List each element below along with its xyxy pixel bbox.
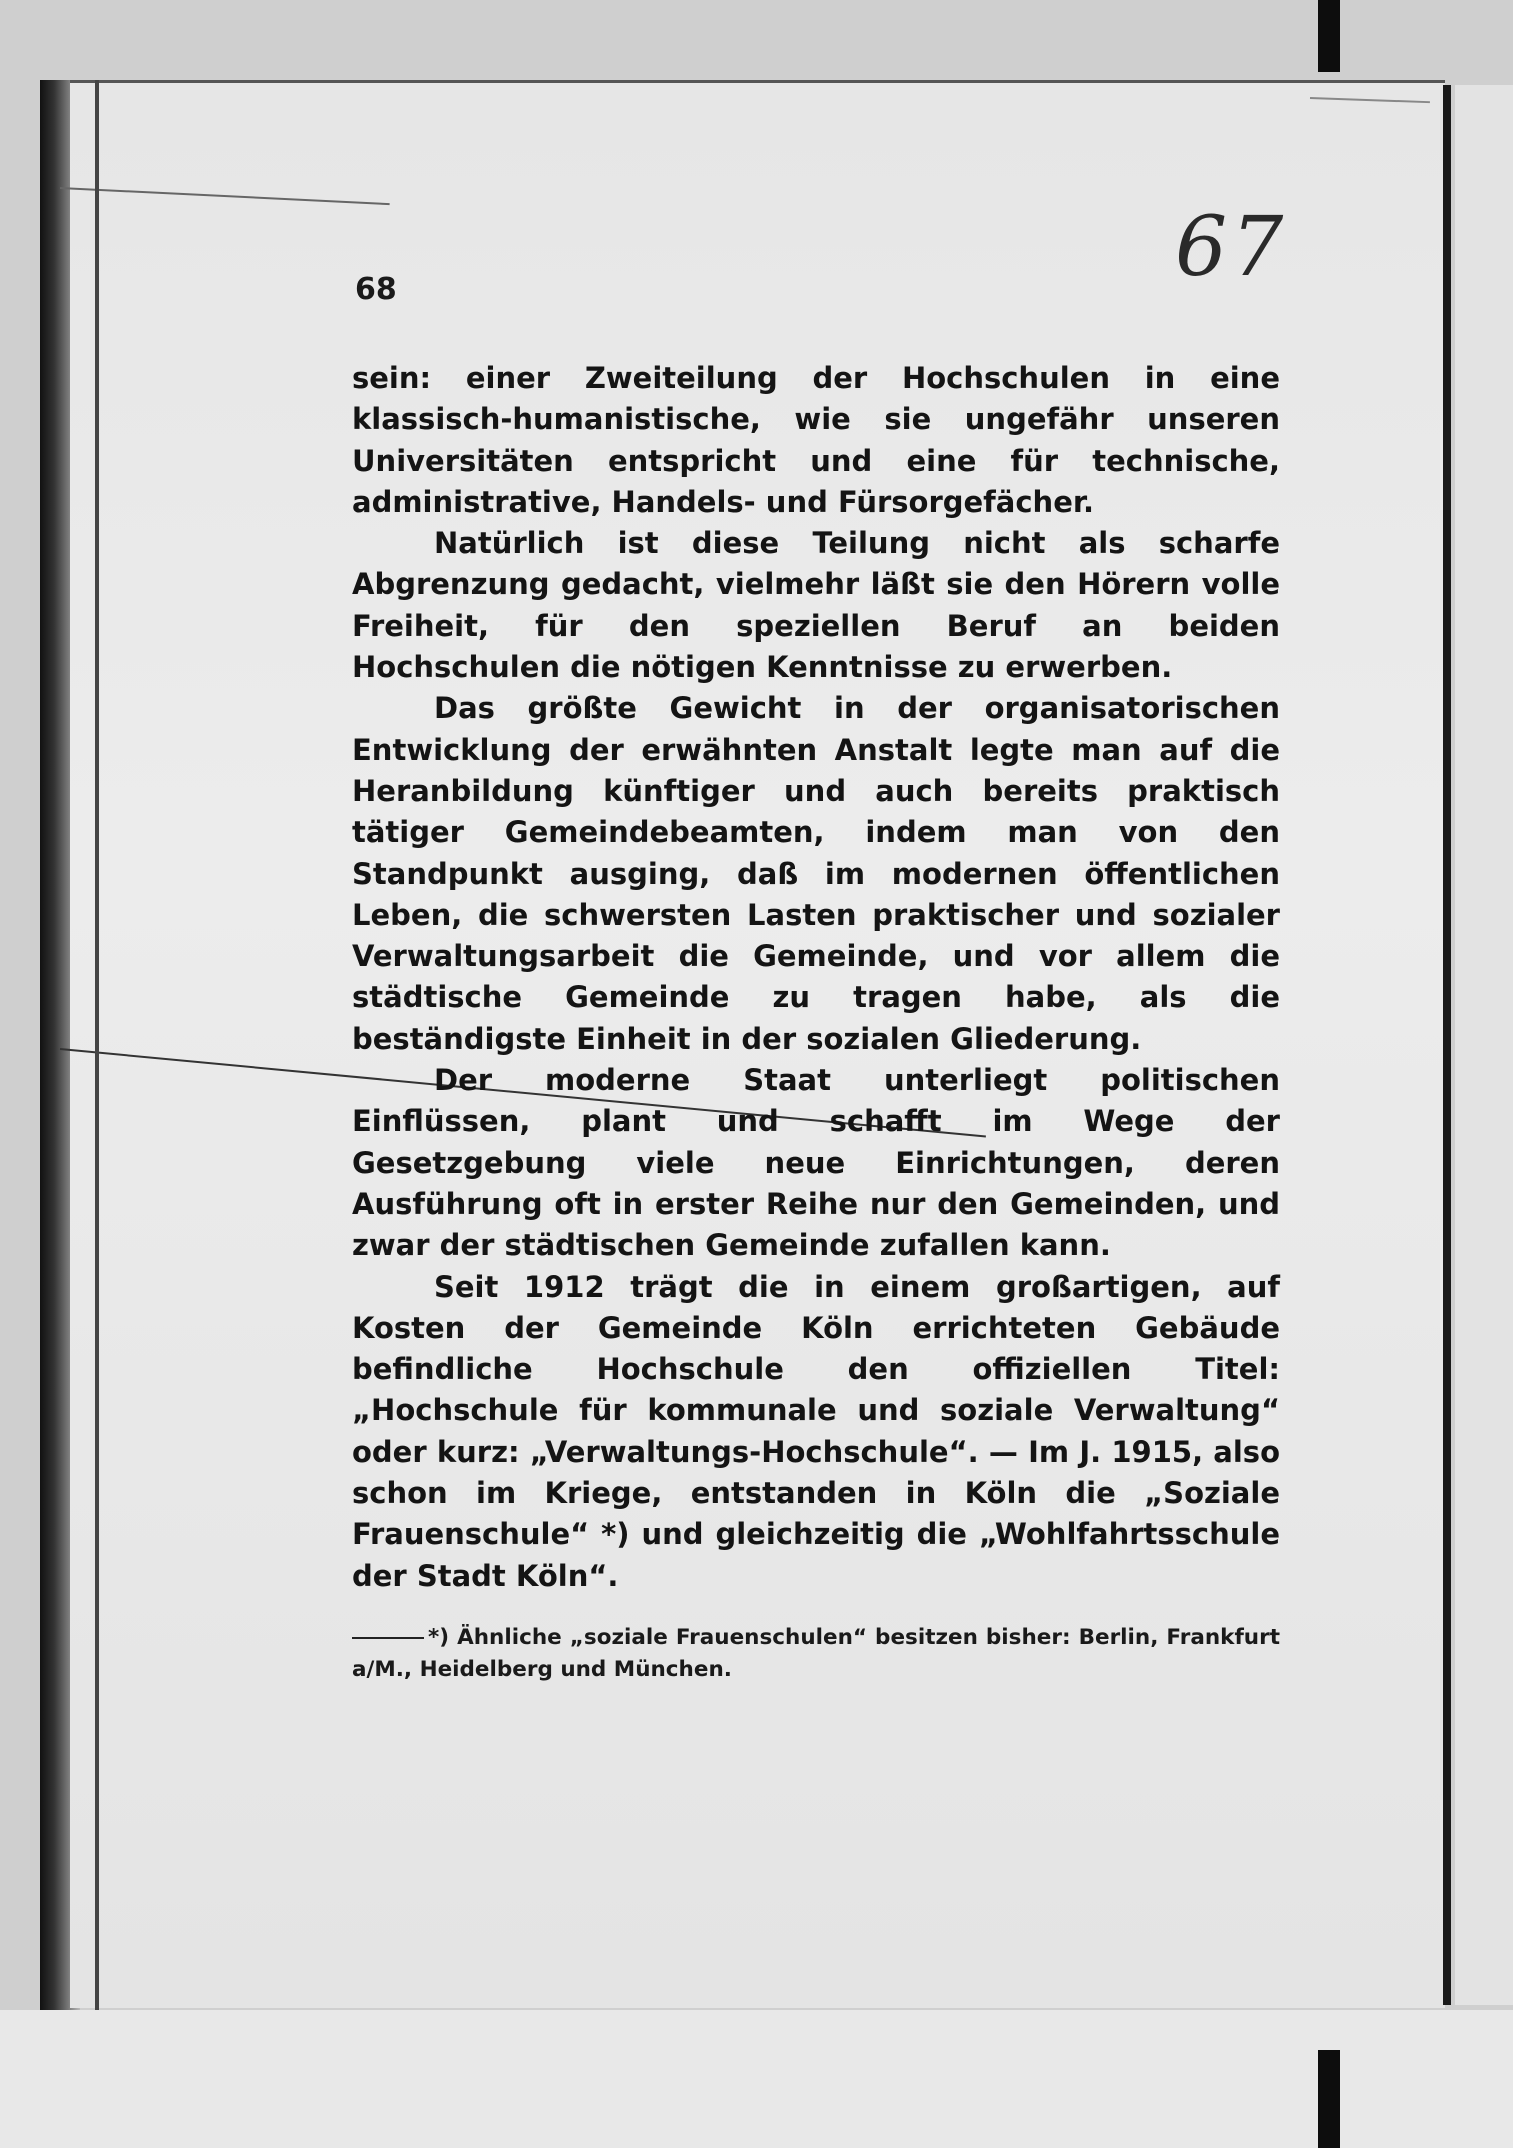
paragraph: Natürlich ist diese Teilung nicht als scharfe Abgrenzung gedacht, vielmehr läßt sie den Hörern volle Freiheit, für den speziellen Beruf an beiden Hochschulen die nötigen Kenntnisse zu erwerben.: [352, 526, 1280, 685]
binding-clip-bottom: [1318, 2050, 1340, 2148]
paragraph: Das größte Gewicht in der organisatorischen Entwicklung der erwähnten Anstalt legte man auf die Heranbildung künftiger und auch bereits praktisch tätiger Gemeindebeamten, indem man von den Standpunkt ausging, daß im modernen öffentlichen Leben, die schwersten Lasten praktischer und sozialer Verwaltungsarbeit die Gemeinde, und vor allem die städtische Gemeinde zu tragen habe, als die beständigste Einheit in der sozialen Gliederung.: [352, 691, 1280, 1056]
scan-scratch-line: [1310, 97, 1430, 103]
binding-clip-top: [1318, 0, 1340, 72]
paragraph: sein: einer Zweiteilung der Hochschulen in eine klassisch-humanistische, wie sie ungefähr unseren Universitäten entspricht und eine für technische, administrative, Handels- und Fürsorgefächer.: [352, 361, 1280, 519]
handwritten-page-number: 67: [1175, 200, 1288, 295]
body-text: [352, 358, 1280, 1597]
footnote-rule: [352, 1637, 424, 1639]
printed-page-number: 68: [355, 272, 397, 307]
paragraph: Der moderne Staat unterliegt politischen Einflüssen, plant und schafft im Wege der Gesetzgebung viele neue Einrichtungen, deren Ausführung oft in erster Reihe nur den Gemeinden, und zwar der städtischen Gemeinde zufallen kann.: [352, 1063, 1280, 1263]
scan-bottom-strip: [0, 2010, 1513, 2148]
adjacent-page-edge: [1455, 85, 1513, 2005]
paragraph: Seit 1912 trägt die in einem großartigen, auf Kosten der Gemeinde Köln errichteten Gebäude befindliche Hochschule den offiziellen Titel: „Hochschule für kommunale und soziale Verwaltung“ oder kurz: „Verwaltungs-Hochschule“. — Im J. 1915, also schon im Kriege, entstanden in Köln die „Soziale Frauenschule“ *) und gleichzeitig die „Wohlfahrtsschule der Stadt Köln“.: [352, 1269, 1280, 1593]
footnote-text: *) Ähnliche „soziale Frauenschulen“ besitzen bisher: Berlin, Frankfurt a/M., Heidelberg und München.: [352, 1625, 1280, 1682]
scan-scratch-line: [60, 187, 390, 205]
footnote-block: [352, 1622, 1280, 1686]
page-right-edge: [1443, 85, 1451, 2005]
binding-edge-line: [95, 80, 99, 2010]
